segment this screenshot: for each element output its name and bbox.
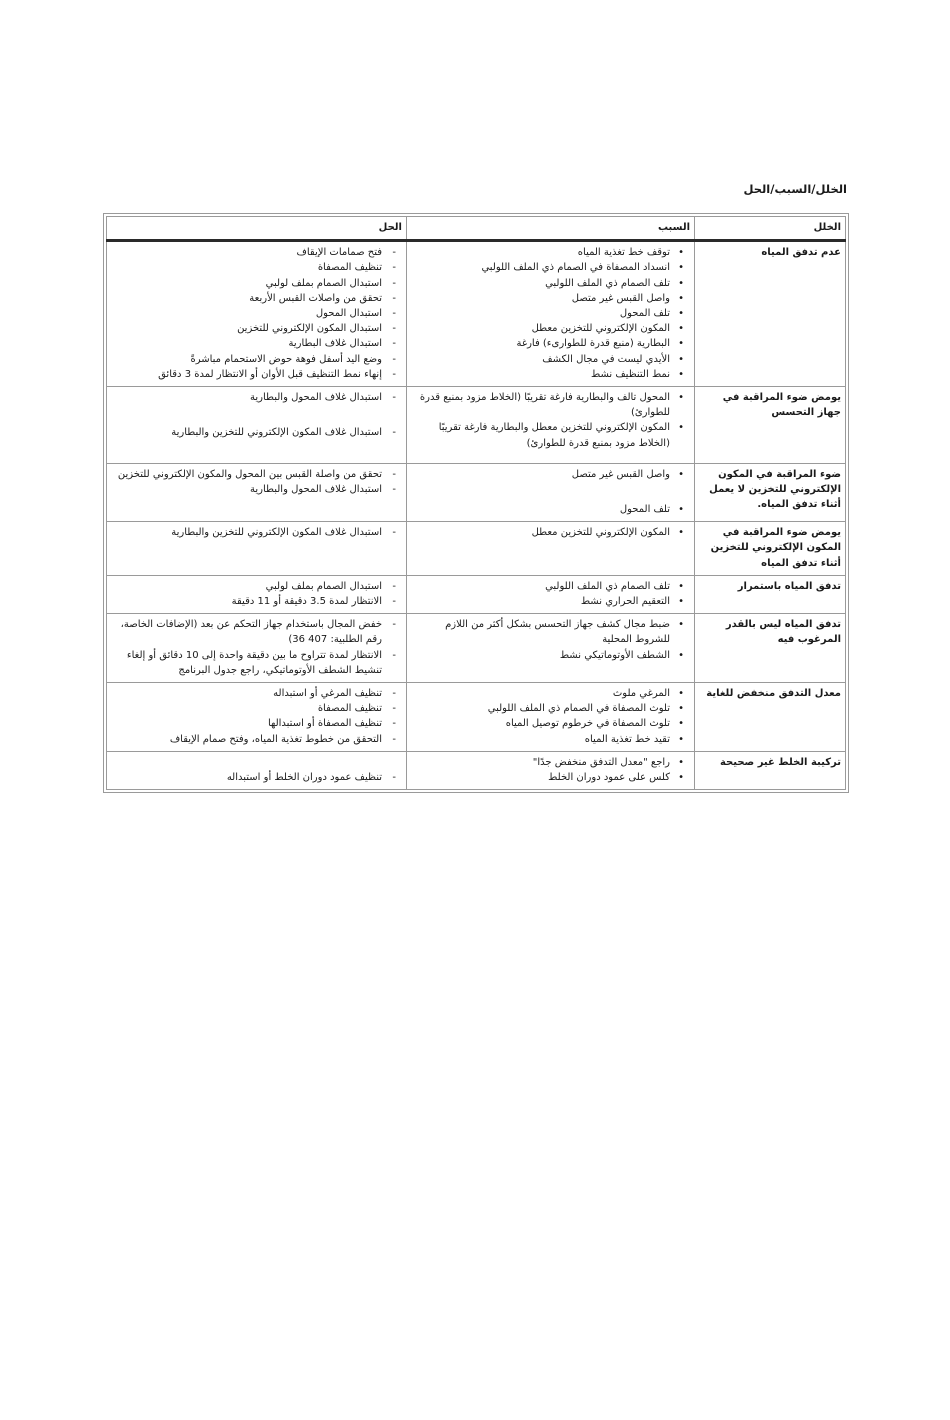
- solution-item: - تنظيف المصفاة: [111, 701, 402, 716]
- cause-item: • الشطف الأوتوماتيكي نشط: [411, 648, 690, 663]
- solution-item: - استبدال غلاف البطارية: [111, 336, 402, 351]
- cause-item: • المرغي ملوث: [411, 686, 690, 701]
- solution-item: - تنظيف عمود دوران الخلط أو استبداله: [111, 770, 402, 785]
- solution-item: - تحقق من واصلة القبس بين المحول والمكون الإلكتروني للتخزين: [111, 467, 402, 482]
- cause-item: • واصل القبس غير متصل: [411, 291, 690, 306]
- cause-item: • المحول تالف والبطارية فارغة تقريبًا (الخلاط مزود بمنبع قدرة للطوارئ): [411, 390, 690, 420]
- cause-cell: [407, 241, 695, 387]
- fault-cell: يومض ضوء المراقبة في المكون الإلكتروني للتخزين أثناء تدفق المياه: [695, 522, 846, 576]
- solution-item: - استبدال غلاف المكون الإلكتروني للتخزين والبطارية: [111, 525, 402, 540]
- solution-cell: [107, 241, 407, 387]
- cause-item: • انسداد المصفاة في الصمام ذي الملف اللولبي: [411, 260, 690, 275]
- solution-item: - خفض المجال باستخدام جهاز التحكم عن بعد (الإضافات الخاصة، رقم الطلبية: 407 36): [111, 617, 402, 647]
- solution-item: - تحقق من واصلات القبس الأربعة: [111, 291, 402, 306]
- cause-item: • ضبط مجال كشف جهاز التحسس بشكل أكثر من اللازم للشروط المحلية: [411, 617, 690, 647]
- cause-cell: [407, 683, 695, 752]
- table-row: [107, 575, 846, 613]
- page-title: الخلل/السبب/الحل: [743, 182, 847, 196]
- solution-item: - استبدال غلاف المحول والبطارية: [111, 390, 402, 405]
- cause-item: • تلوث المصفاة في خرطوم توصيل المياه: [411, 716, 690, 731]
- cause-cell: [407, 575, 695, 613]
- header-fault: الخلل: [695, 217, 846, 241]
- cause-item: • المكون الإلكتروني للتخزين معطل: [411, 525, 690, 540]
- cause-cell: [407, 614, 695, 683]
- solution-item: - استبدال الصمام بملف لولبي: [111, 276, 402, 291]
- solution-item: - التحقق من خطوط تغذية المياه، وفتح صمام الإيقاف: [111, 732, 402, 747]
- cause-item: • واصل القبس غير متصل: [411, 467, 690, 482]
- solution-item: - إنهاء نمط التنظيف قبل الأوان أو الانتظار لمدة 3 دقائق: [111, 367, 402, 382]
- table-row: [107, 614, 846, 683]
- fault-cell: تدفق المياه باستمرار: [695, 575, 846, 613]
- table-header-row: [107, 217, 846, 241]
- table-row: [107, 683, 846, 752]
- header-solution: الحل: [107, 217, 407, 241]
- cause-item: • كلس على عمود دوران الخلط: [411, 770, 690, 785]
- solution-item: - فتح صمامات الإيقاف: [111, 245, 402, 260]
- cause-item: • راجع "معدل التدفق منخفض جدًا": [411, 755, 690, 770]
- table-row: [107, 463, 846, 521]
- solution-cell: [107, 614, 407, 683]
- cause-item: • نمط التنظيف نشط: [411, 367, 690, 382]
- cause-item: • المكون الإلكتروني للتخزين معطل والبطارية فارغة تقريبًا (الخلاط مزود بمنبع قدرة للطوارئ): [411, 420, 690, 450]
- cause-item: • الأيدي ليست في مجال الكشف: [411, 352, 690, 367]
- cause-item: • تلف الصمام ذي الملف اللولبي: [411, 276, 690, 291]
- cause-item: • تلف الصمام ذي الملف اللولبي: [411, 579, 690, 594]
- fault-cell: ضوء المراقبة في المكون الإلكتروني للتخزين لا يعمل أثناء تدفق المياه.: [695, 463, 846, 521]
- solution-item: - تنظيف المرغي أو استبداله: [111, 686, 402, 701]
- solution-item: - تنظيف المصفاة أو استبدالها: [111, 716, 402, 731]
- solution-item: - استبدال المكون الإلكتروني للتخزين: [111, 321, 402, 336]
- table-row: [107, 241, 846, 387]
- solution-cell: [107, 575, 407, 613]
- cause-cell: [407, 522, 695, 576]
- fault-cell: معدل التدفق منخفض للغاية: [695, 683, 846, 752]
- solution-item: - الانتظار لمدة 3.5 دقيقة أو 11 دقيقة: [111, 594, 402, 609]
- solution-cell: [107, 387, 407, 464]
- cause-item: • البطارية (منبع قدرة للطوارىء) فارغة: [411, 336, 690, 351]
- cause-item: • التعقيم الحراري نشط: [411, 594, 690, 609]
- solution-cell: [107, 463, 407, 521]
- header-cause: السبب: [407, 217, 695, 241]
- cause-item: • تلف المحول: [411, 502, 690, 517]
- cause-cell: [407, 463, 695, 521]
- cause-item: • تقيد خط تغذية المياه: [411, 732, 690, 747]
- cause-cell: [407, 387, 695, 464]
- solution-item: - استبدال المحول: [111, 306, 402, 321]
- fault-cell: تركيبة الخلط غير صحيحة: [695, 751, 846, 789]
- solution-item: - الانتظار لمدة تتراوح ما بين دقيقة واحدة إلى 10 دقائق أو إلغاء تنشيط الشطف الأوتوماتيكي، راجع جدول البرنامج: [111, 648, 402, 678]
- solution-item: - استبدال غلاف المحول والبطارية: [111, 482, 402, 497]
- solution-cell: [107, 683, 407, 752]
- solution-item: - استبدال غلاف المكون الإلكتروني للتخزين والبطارية: [111, 425, 402, 440]
- solution-cell: [107, 522, 407, 576]
- fault-cell: تدفق المياه ليس بالقدر المرغوب فيه: [695, 614, 846, 683]
- troubleshooting-table: [106, 216, 846, 790]
- solution-item: - استبدال الصمام بملف لولبي: [111, 579, 402, 594]
- table-row: [107, 751, 846, 789]
- solution-item: - تنظيف المصفاة: [111, 260, 402, 275]
- fault-cell: عدم تدفق المياه: [695, 241, 846, 387]
- solution-cell: [107, 751, 407, 789]
- table-row: [107, 387, 846, 464]
- table-row: [107, 522, 846, 576]
- cause-item: • تلف المحول: [411, 306, 690, 321]
- troubleshooting-table-frame: [103, 213, 849, 793]
- cause-item: • المكون الإلكتروني للتخزين معطل: [411, 321, 690, 336]
- cause-item: • تلوث المصفاة في الصمام ذي الملف اللولبي: [411, 701, 690, 716]
- fault-cell: يومض ضوء المراقبة في جهاز التحسس: [695, 387, 846, 464]
- solution-item: - وضع اليد أسفل فوهة حوض الاستحمام مباشرةً: [111, 352, 402, 367]
- cause-cell: [407, 751, 695, 789]
- cause-item: • توقف خط تغذية المياه: [411, 245, 690, 260]
